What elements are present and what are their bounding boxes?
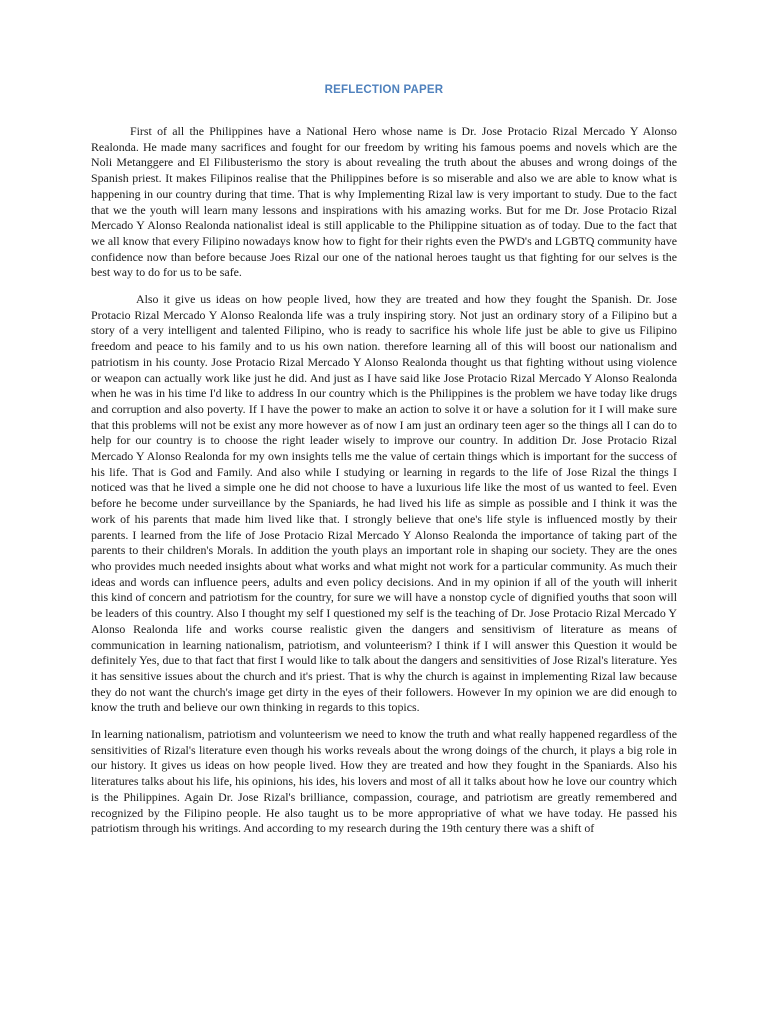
document-body	[91, 124, 677, 848]
paragraph-3: In learning nationalism, patriotism and volunteerism we need to know the truth and what really happened regardless of the sensitivities of Rizal's literature even though his works reveals about the wrong doings of the church, it plays a big role in our history. It gives us ideas on how people lived. How they are treated and how they fought in the Spaniards. Also his literatures talks about his life, his opinions, his ides, his lovers and most of all it talks about how he love our country which is the Philippines. Again Dr. Jose Rizal's brilliance, compassion, courage, and patriotism are greatly remembered and recognized by the Filipino people. He also taught us to be more appropriative of what we have today. He passed his patriotism through his writings. And according to my research during the 19th century there was a shift of	[91, 727, 677, 836]
paragraph-1: First of all the Philippines have a National Hero whose name is Dr. Jose Protacio Rizal Mercado Y Alonso Realonda. He made many sacrifices and fought for our freedom by writing his famous poems and novels which are the Noli Metanggere and El Filibusterismo the story is about revealing the truth about the abuses and wrong doings of the Spanish priest. It makes Filipinos realise that the Philippines before is so miserable and also we are able to know what is happening in our country during that time. That is why Implementing Rizal law is very important to study. Due to the fact that we the youth will learn many lessons and inspirations with his amazing works. But for me Dr. Jose Protacio Rizal Mercado Y Alonso Realonda nationalist ideal is still applicable to the Philippine situation as of today. Due to the fact that we all know that every Filipino nowadays know how to fight for their rights even the PWD's and LGBTQ community have confidence now than before because Joes Rizal our one of the national heroes taught us that fighting for our selves is the best way to do for us to be safe.	[91, 124, 677, 280]
page-title: REFLECTION PAPER	[324, 84, 444, 96]
paragraph-2: Also it give us ideas on how people lived, how they are treated and how they fought the Spanish. Dr. Jose Protacio Rizal Mercado Y Alonso Realonda life was a truly inspiring story. Not just an ordinary story of a Filipino but a story of a very intelligent and talented Filipino, who is ready to sacrifice his whole life just be able to give us Filipino freedom and peace to his family and to us his own nation. therefore learning all of this will boost our nationalism and patriotism in his county. Jose Protacio Rizal Mercado Y Alonso Realonda thought us that fighting without using violence or weapon can actually work like just he did. And just as I have said like Jose Protacio Rizal Mercado Y Alonso Realonda when he was in his time I'd like to address In our country which is the Philippines is the problem we have today like drugs and corruption and also poverty. If I have the power to make an action to solve it or have a solution for it I will make sure that this problems will not be exist any more however as of now I am just an ordinary teen ager so the things all I can do to help for our country is to choose the right leader wisely to improve our country. In addition Dr. Jose Protacio Rizal Mercado Y Alonso Realonda for my own insights tells me the value of certain things which is important for the success of his life. That is God and Family. And also while I studying or learning in regards to the life of Jose Rizal the things I noticed was that he lived a simple one he did not choose to have a luxurious life like the most of us wanted to feel. Even before he become under surveillance by the Spaniards, he had lived his life as simple as possible and I think it was the work of his parents that made him lived like that. I strongly believe that one's life style is influenced mostly by their parents. I learned from the life of Jose Protacio Rizal Mercado Y Alonso Realonda the importance of taking part of the parents to their children's Morals. In addition the youth plays an important role in shaping our society. They are the ones who provides much needed insights about what works and what might not work for a particular community. As much their ideas and words can influence peers, adults and even policy decisions. And in my opinion if all of the youth will inherit this kind of concern and patriotism for the country, for sure we will have a nonstop cycle of dignified youths that soon will be leaders of this country. Also I thought my self I questioned my self is the teaching of Dr. Jose Protacio Rizal Mercado Y Alonso Realonda life and works course realistic given the dangers and sensitivism of literature as means of communication in learning nationalism, patriotism, and volunteerism? I think if I will answer this Question it would be definitely Yes, due to that fact that first I would like to talk about the dangers and sensitivities of Jose Rizal's literature. Yes it has sensitive issues about the church and it's priest. That is why the church is against in implementing Rizal law because they do not want the church's image get dirty in the eyes of their followers. However In my opinion we are did enough to know the truth and believe our own thinking in regards to this topics.	[91, 292, 677, 715]
